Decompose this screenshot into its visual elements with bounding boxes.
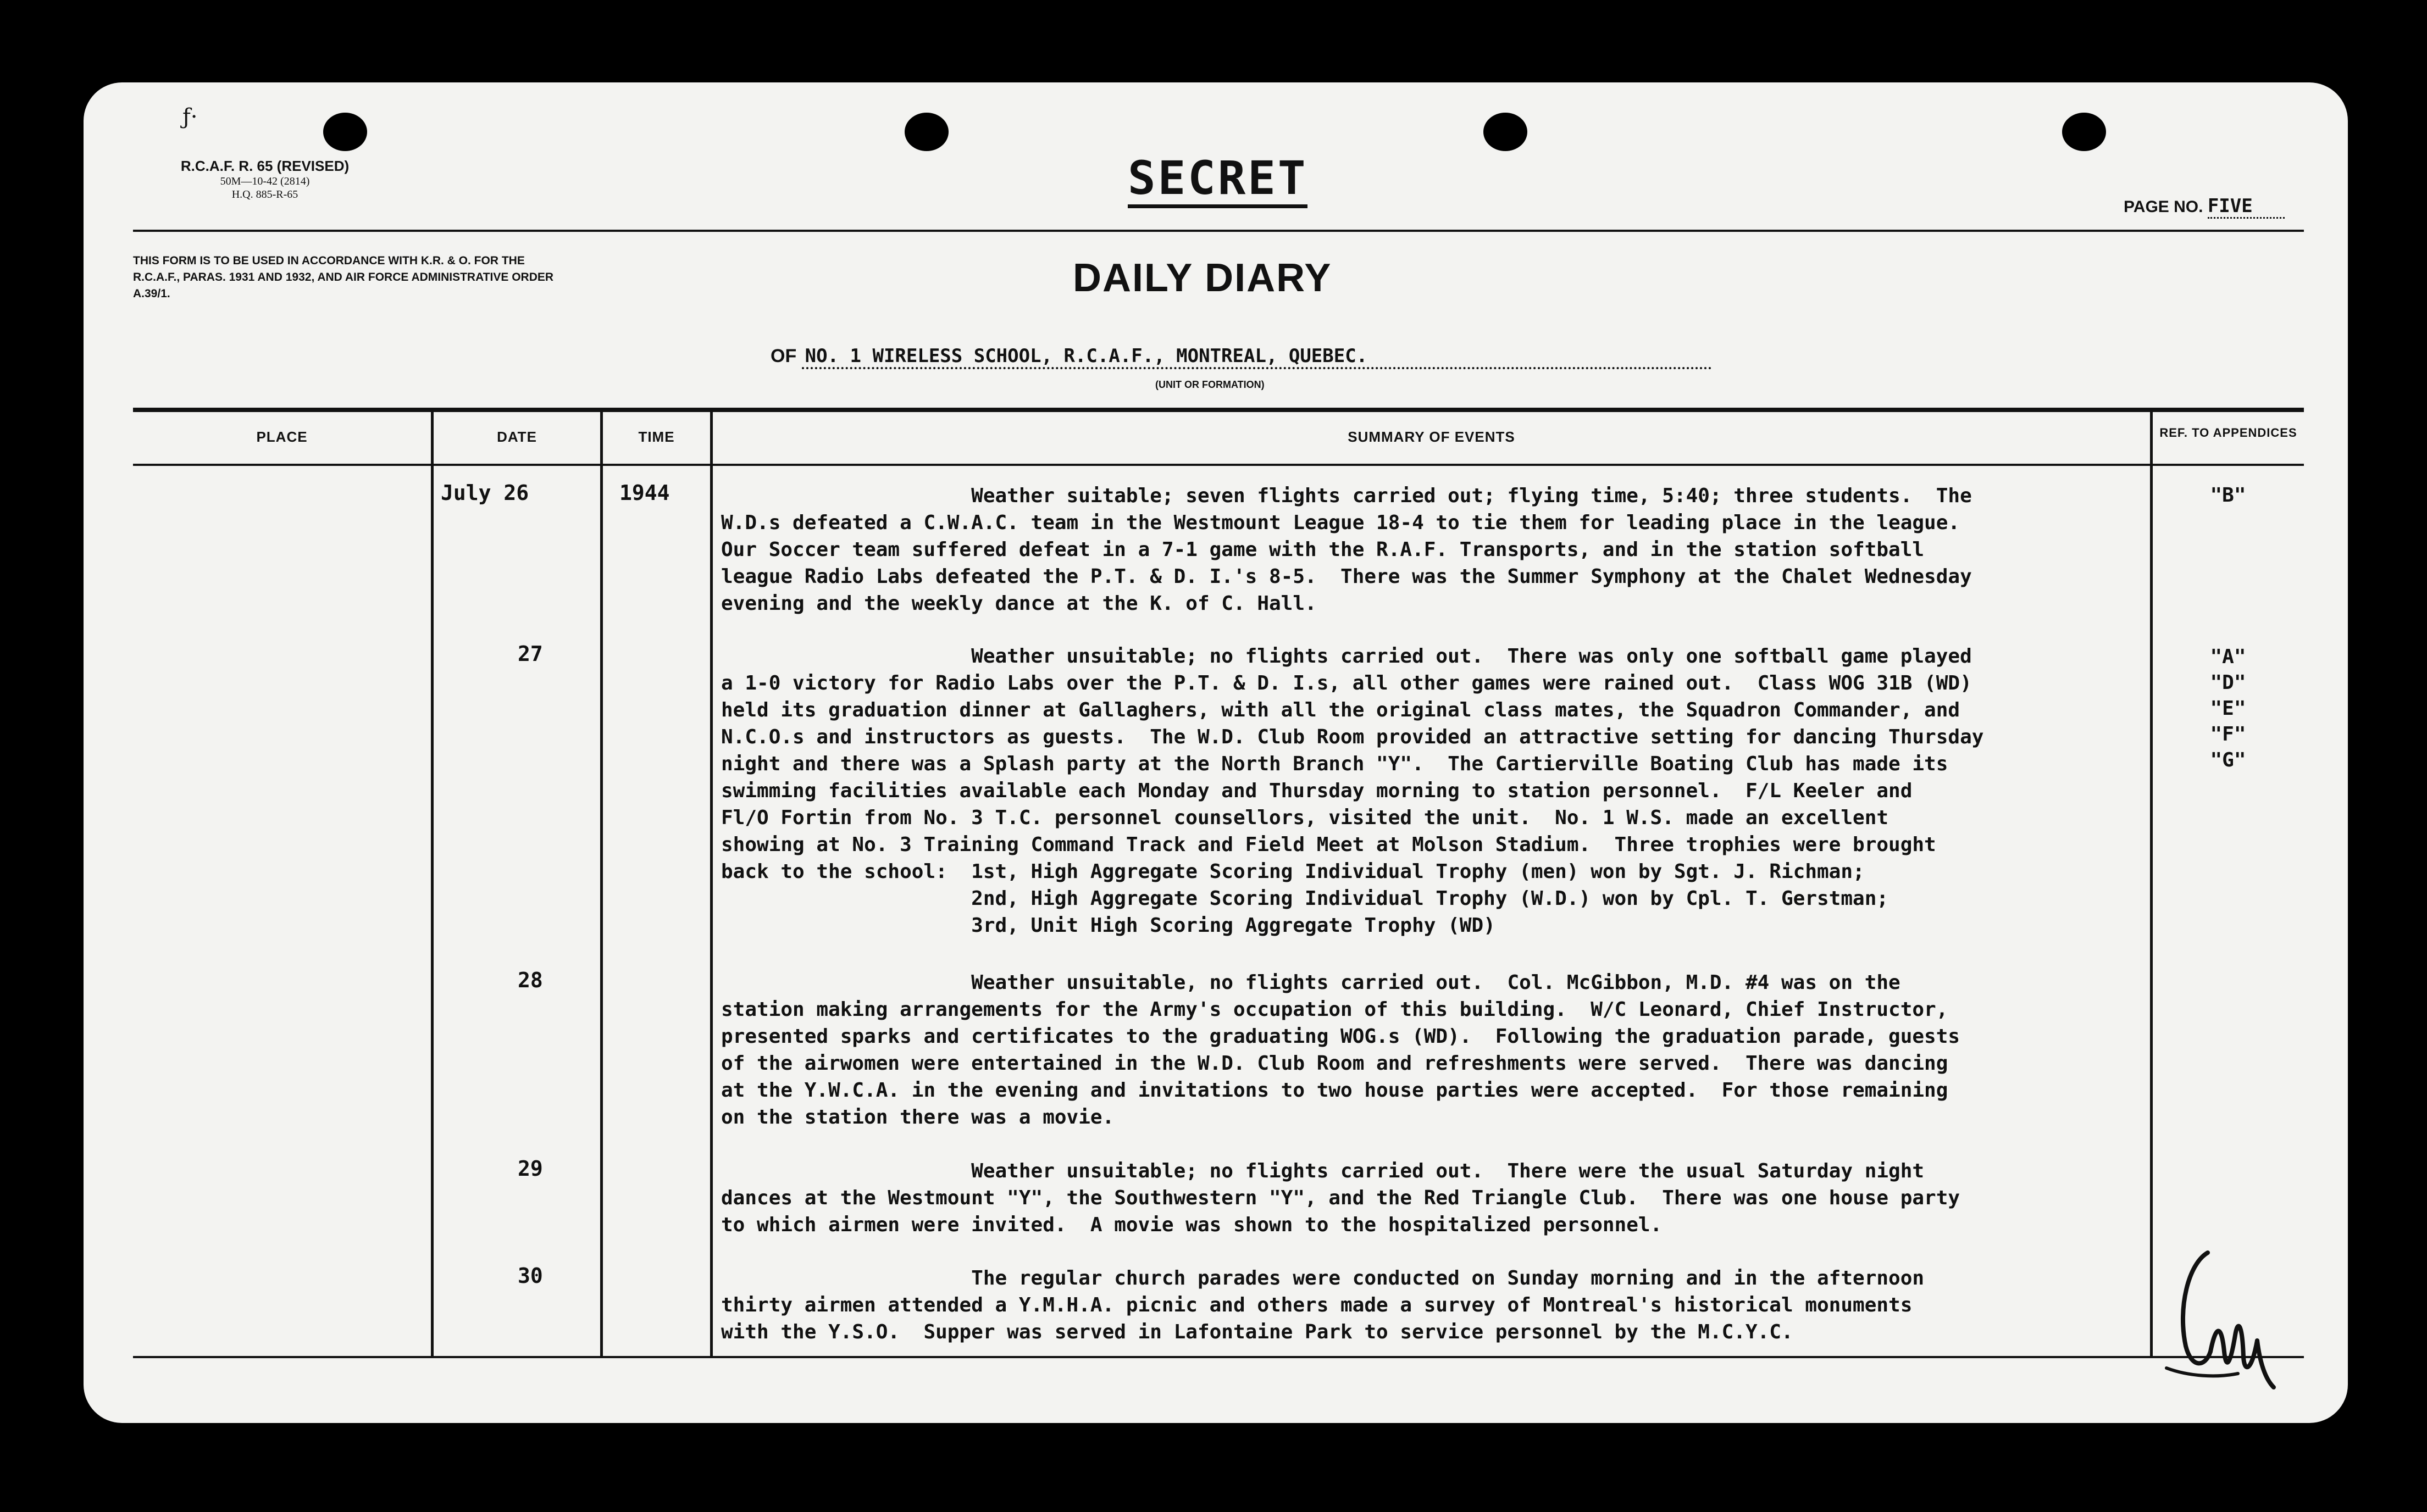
column-divider: [710, 412, 713, 1358]
column-divider: [431, 412, 434, 1358]
entry-summary: Weather suitable; seven flights carried out; flying time, 5:40; three students. The W.D.s defeated a C.W.A.C. team in the Westmount League 18-4 to tie them for leading place in the league. Our Soccer team suffered defeat in a 7-1 game with the R.A.F. Transports, and in the station softball league Radio Labs defeated the P.T. & D. I.'s 8-5. There was the Summer Symphony at the Chalet Wednesday evening and the weekly dance at the K. of C. Hall.: [721, 485, 1972, 615]
entry-appendix-ref: "A" "D" "E" "F" "G": [2210, 646, 2246, 771]
form-hq-code: H.Q. 885-R-65: [231, 188, 298, 201]
entry-date: 30: [518, 1264, 543, 1288]
page-number: [2124, 195, 2285, 219]
entry-summary: Weather unsuitable; no flights carried out. There were the usual Saturday night dances at the Westmount "Y", the Southwestern "Y", and the Red Triangle Club. There was one house party to which airmen were invited. A movie was shown to the hospitalized personnel.: [721, 1160, 1960, 1236]
entry-date: July 26: [441, 481, 529, 505]
unit-name: NO. 1 WIRELESS SCHOOL, R.C.A.F., MONTREAL, QUEBEC.: [802, 345, 1712, 369]
column-divider: [2150, 412, 2153, 1358]
entry-summary: Weather unsuitable, no flights carried out. Col. McGibbon, M.D. #4 was on the station making arrangements for the Army's occupation of this building. W/C Leonard, Chief Instructor, presented sparks and certificates to the graduating WOG.s (WD). Following the graduation parade, guests of the airwomen were entertained in the W.D. Club Room and refreshments were served. There was dancing at the Y.W.C.A. in the evening and invitations to two house parties were accepted. For those remaining on the station there was a movie.: [721, 971, 1960, 1129]
punch-hole: [323, 113, 367, 151]
column-divider: [600, 412, 603, 1358]
entry-summary: The regular church parades were conducted on Sunday morning and in the afternoon thirty airmen attended a Y.M.H.A. picnic and others made a survey of Montreal's historical monuments with the Y.S.O. Supper was served in Lafontaine Park to service personnel by the M.C.Y.C.: [721, 1267, 1925, 1343]
form-print-code: 50M—10-42 (2814): [220, 175, 310, 187]
entry-appendix-ref: "B": [2210, 484, 2246, 507]
page-title: DAILY DIARY: [1073, 256, 1332, 300]
entry-date: 28: [518, 968, 543, 992]
entry-date: 29: [518, 1157, 543, 1181]
of-label: OF: [771, 346, 797, 366]
column-header-rule: [133, 464, 2304, 466]
entry-time: 1944: [619, 481, 670, 505]
form-instructions: THIS FORM IS TO BE USED IN ACCORDANCE WITH K.R. & O. FOR THE R.C.A.F., PARAS. 1931 AND 1932, AND AIR FORCE ADMINISTRATIVE ORDER A.39/1.: [133, 254, 554, 300]
page-number-label: PAGE NO.: [2124, 198, 2203, 216]
column-header-summary: SUMMARY OF EVENTS: [1348, 429, 1515, 445]
punch-hole: [1483, 113, 1527, 151]
table-top-rule: [133, 408, 2304, 412]
entry-summary: Weather unsuitable; no flights carried out. There was only one softball game played a 1-0 victory for Radio Labs over the P.T. & D. I.s, all other games were rained out. Class WOG 31B (WD) held its graduation dinner at Gallaghers, with all the original class mates, the Squadron Commander, and N.C.O.s and instructors as guests. The W.D. Club Room provided an attractive setting for dancing Thursday night and there was a Splash party at the North Branch "Y". The Cartierville Boating Club has made its swimming facilities available each Monday and Thursday morning to station personnel. F/L Keeler and Fl/O Fortin from No. 3 T.C. personnel counsellors, visited the unit. No. 1 W.S. made an excellent showing at No. 3 Training Command Track and Field Meet at Molson Stadium. Three trophies were brought back to the school: 1st, High Aggregate Scoring Individual Trophy (men) won by Sgt. J. Richman; 2nd, High Aggregate Scoring Individual Trophy (W.D.) won by Cpl. T. Gerstman; 3rd, Unit High Scoring Aggregate Trophy (WD): [721, 645, 1984, 937]
diary-form-card: [84, 82, 2348, 1423]
unit-row: [771, 345, 1712, 369]
pencil-mark: ƒ·: [182, 104, 198, 130]
unit-caption: (UNIT OR FORMATION): [1155, 379, 1265, 390]
form-identifier: [141, 157, 389, 201]
column-header-time: TIME: [638, 429, 675, 445]
header-rule: [133, 230, 2304, 232]
table-bottom-rule: [133, 1356, 2304, 1358]
punch-hole: [905, 113, 949, 151]
column-header-place: PLACE: [256, 429, 308, 445]
page-number-value: FIVE: [2208, 195, 2285, 219]
punch-hole: [2062, 113, 2106, 151]
handwritten-initials: [2156, 1242, 2309, 1401]
form-number: R.C.A.F. R. 65 (REVISED): [180, 158, 350, 174]
column-header-ref: REF. TO APPENDICES: [2159, 426, 2297, 440]
column-header-date: DATE: [497, 429, 537, 445]
entry-date: 27: [518, 642, 543, 666]
security-classification: SECRET: [1128, 152, 1307, 208]
